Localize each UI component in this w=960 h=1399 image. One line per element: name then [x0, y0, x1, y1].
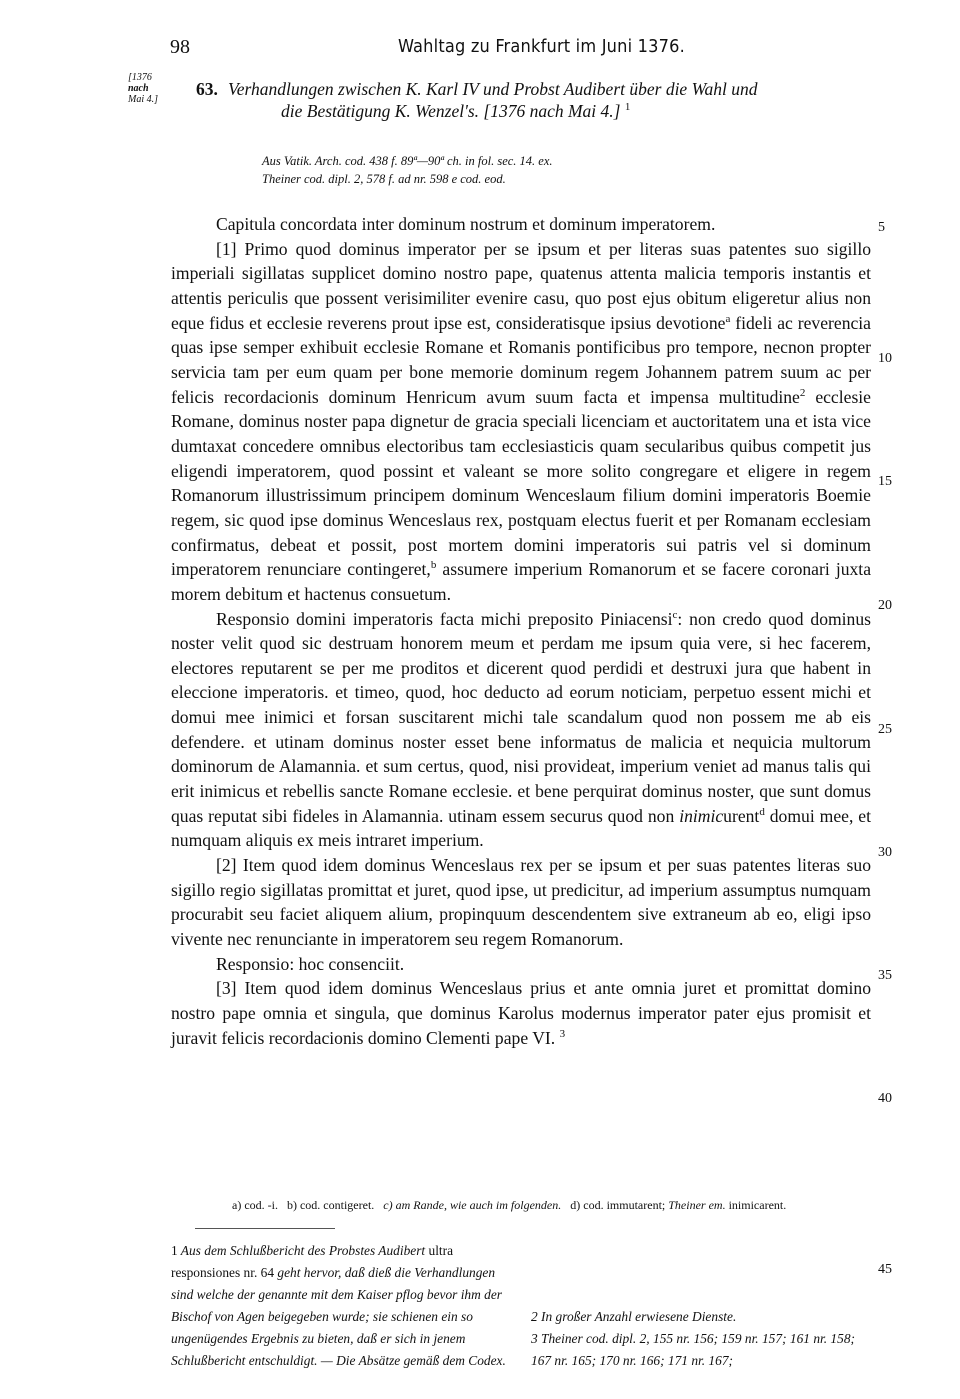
footnote-3: 3 Theiner cod. dipl. 2, 155 nr. 156; 159 nr. 157; 161 nr. 158; 167 nr. 165; 170 nr. 166; 171 nr. 167;	[531, 1331, 855, 1368]
text-run: fideli ac reverencia quas ipse semper exhibuit ecclesie Romane et Romanis pontificibus pro tempore, necnon propter servicia tam per eum quam per bone memorie dominum regem Johannem patrem suum ac per felicis recordacionis dominum Henricum avum suum facta et impensa multitudine	[171, 312, 871, 407]
running-title: Wahltag zu Frankfurt im Juni 1376.	[398, 36, 685, 57]
text-run: Responsio domini imperatoris facta michi preposito Piniacensi	[216, 608, 673, 629]
text-run: ecclesie Romane, dominus noster papa dignetur de gracia speciali licenciam et auctoritatem una et ista vice dumtaxat concedere omnibus electoribus tam ecclesiasticis quam secularibus quibus competit jus eligendi imperatorem, quod possint et valeant se more solito congregare et eligere in regem Romanorum illustrissimum principem dominum Wenceslaum filium domini imperatoris Boemie regem, sic quod ipse dominus Wenceslaus rex, postquam electus fuerit et per Romanam ecclesiam confirmatus, debeat et possit, post mortem domini imperatoris sui patris vel si dominum imperatorem renunciare contingeret,	[171, 386, 871, 580]
line-number: 15	[878, 474, 892, 489]
text-run: geht hervor, daß dieß die Verhandlungen sind welche der genannte mit dem Kaiser pflog bevor ihm der Bischof von Agen beigegeben wurde; sie schienen ein so ungenügendes Ergebnis zu bieten, daß er sich in jenem Schlußbericht entschuldigt. — Die Absätze gemäß dem Codex.	[171, 1265, 506, 1368]
title-line-1: Verhandlungen zwischen K. Karl IV und Probst Audibert über die Wahl und	[228, 79, 758, 99]
footnote-number: 1	[171, 1243, 178, 1258]
text-run: assumere imperium Romanorum et se facere coronari juxta morem debitum et hactenus consuetum.	[171, 559, 871, 604]
paragraph-2: [2] Item quod idem dominus Wenceslaus rex per se ipsum et per suas patentes literas suo sigillo regio sigillatas promittat et juret, quod ipse, ut predicitur, ad imperium assumptus numquam procurabit seu faciet aliquem alium, propinquum descendentem sive extraneum ab eo, eligi ipso vivente nec renunciante in imperatorem seu regem Romanorum.	[171, 855, 871, 950]
text-run: urent	[723, 805, 760, 826]
paragraph-3	[171, 976, 871, 1050]
line-number: 10	[878, 351, 892, 366]
document-title	[196, 78, 876, 122]
page-number: 98	[170, 36, 190, 58]
variant-ref: b	[430, 559, 437, 572]
margin-date	[128, 72, 168, 105]
text-run: domui mee, et numquam aliquis ex meis intraret imperium.	[171, 805, 871, 851]
text-run: [1] Primo quod dominus imperator per se ipsum et per literas suas patentes suo sigillo imperiali sigillatas supplicet domino nostro pape, quatenus attenta malicia temporis instantis et attentis periculis que possent verisimiliter evenire casu, quo post ejus obitum eligeretur alius non eque fidus et ecclesie reverens prout ipse est, consideratisque ipsius devotione	[171, 238, 871, 333]
source-citation	[262, 152, 862, 188]
footnote-1	[171, 1240, 515, 1372]
line-number: 35	[878, 968, 892, 983]
footnote-2: 2 In großer Anzahl erwiesene Dienste.	[531, 1309, 737, 1324]
footnotes-right	[531, 1306, 876, 1372]
paragraph-1	[171, 237, 871, 607]
text-run: inimicarent.	[725, 1198, 787, 1212]
footnote-ref: 1	[624, 101, 631, 114]
variant-note: a) cod. -i.	[232, 1198, 278, 1212]
text-run: [3] Item quod idem dominus Wenceslaus prius et ante omnia juret et promittat domino nostro pape omnia et singula, que dominus Karolus modernus imperator pater ejus promisit et juravit felicis recordacionis domino Clementi pape VI.	[171, 978, 871, 1048]
footnote-ref: 2	[799, 386, 806, 399]
line-number: 40	[878, 1091, 892, 1106]
line-number: 25	[878, 722, 892, 737]
margin-date-line: [1376	[128, 72, 152, 83]
line-number: 5	[878, 220, 885, 235]
response-2: Responsio: hoc consenciit.	[216, 953, 405, 974]
margin-date-line: Mai 4.]	[128, 94, 158, 105]
footnote-ref: 3	[559, 1027, 566, 1040]
response-1	[171, 607, 871, 854]
title-line-2: die Bestätigung K. Wenzel's. [1376 nach Mai 4.]	[281, 101, 625, 121]
main-text	[171, 212, 871, 1050]
text-run: Aus dem Schlußbericht des Probstes Audibert	[177, 1243, 429, 1258]
margin-date-line: nach	[128, 83, 149, 94]
variant-ref: a	[725, 312, 731, 325]
source-line-1: Aus Vatik. Arch. cod. 438 f. 89ª—90ª ch. in fol. sec. 14. ex.	[262, 154, 553, 168]
source-line-2: Theiner cod. dipl. 2, 578 f. ad nr. 598 e cod. eod.	[262, 172, 506, 186]
text-run: ultra responsiones nr. 64	[171, 1243, 454, 1280]
variant-note: c) am Rande, wie auch im folgenden.	[383, 1198, 562, 1212]
variant-note	[570, 1198, 786, 1212]
emended-text: inimic	[679, 805, 724, 826]
document-number: 63.	[196, 79, 218, 99]
variant-ref: d	[759, 805, 765, 818]
variant-note: b) cod. contigeret.	[286, 1198, 375, 1212]
text-run: d) cod. immutarent;	[570, 1198, 669, 1212]
line-number: 45	[878, 1262, 892, 1277]
footnote-divider	[195, 1228, 335, 1229]
text-run: : non credo quod dominus noster velit quod sic destruam honorem meum et perdam me ipsum quia vere, si hec facerem, electores reputarent se per me proditos et dicerent quod perdidi et destruxi jura que habent in eleccione imperatoris. et timeo, quod, hoc deducto ad eorum noticiam, perpetuo essent michi et domui mee inimici et forsan suscitarent michi tale scandalum quod non possem me ab eis defendere. et utinam dominus noster esset bene informatus de malicia et nequicia multorum dominorum de Alamannia. et sum certus, quod, nisi provideat, imperium veniet ad manus talis qui erit inimicus et rebellis sancte Romane ecclesie. et bene perquirat dominus noster, que sunt domus quas reputat sibi fideles in Alamannia. utinam essem securus quod non	[171, 608, 872, 826]
line-number: 20	[878, 598, 892, 613]
variant-notes	[232, 1198, 872, 1213]
line-number: 30	[878, 845, 892, 860]
section-heading: Capitula concordata inter dominum nostrum et dominum imperatorem.	[216, 214, 716, 234]
variant-ref: c	[672, 608, 678, 621]
text-run: Theiner em.	[668, 1198, 726, 1212]
